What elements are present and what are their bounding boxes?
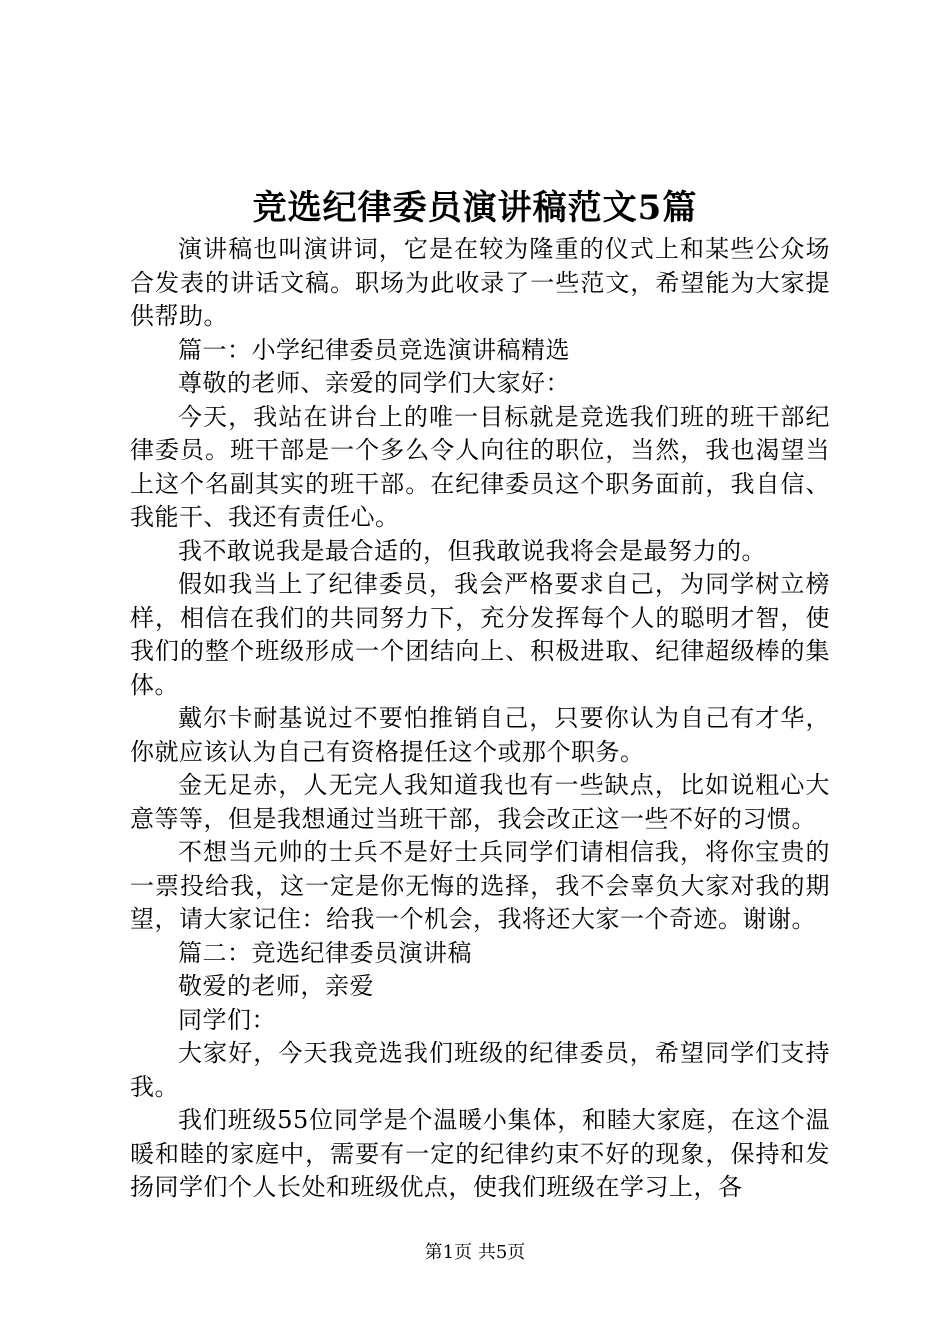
page-footer: 第1页 共5页 [424, 1242, 526, 1263]
paragraph: 尊敬的老师、亲爱的同学们大家好： [178, 369, 570, 397]
paragraph: 同学们： [178, 1005, 276, 1034]
paragraph: 我们班级55位同学是个温暖小集体，和睦大家庭，在这个温暖和睦的家庭中，需要有一定的纪律约束不好的现象，保持和发扬同学们个人长处和班级优点，使我们班级在学习上，各 [130, 1106, 830, 1201]
document-title: 竞选纪律委员演讲稿范文5篇 [252, 188, 698, 228]
document-body [130, 233, 830, 1205]
paragraph: 今天，我站在讲台上的唯一目标就是竞选我们班的班干部纪律委员。班干部是一个多么令人向往的职位，当然，我也渴望当上这个名副其实的班干部。在纪律委员这个职务面前，我自信、我能干、我还有责任心。 [130, 402, 830, 531]
paragraph: 我不敢说我是最合适的，但我敢说我将会是最努力的。 [178, 536, 766, 565]
paragraph: 戴尔卡耐基说过不要怕推销自己，只要你认为自己有才华，你就应该认为自己有资格提任这个或那个职务。 [130, 704, 830, 766]
paragraph: 不想当元帅的士兵不是好士兵同学们请相信我，将你宝贵的一票投给我，这一定是你无悔的选择，我不会辜负大家对我的期望，请大家记住：给我一个机会，我将还大家一个奇迹。谢谢。 [130, 838, 830, 933]
paragraph: 演讲稿也叫演讲词，它是在较为隆重的仪式上和某些公众场合发表的讲话文稿。职场为此收录了一些范文，希望能为大家提供帮助。 [130, 235, 830, 330]
paragraph: 金无足赤，人无完人我知道我也有一些缺点，比如说粗心大意等等，但是我想通过当班干部，我会改正这一些不好的习惯。 [130, 771, 830, 833]
section-heading: 篇一：小学纪律委员竞选演讲稿精选 [178, 335, 570, 364]
section-heading: 篇二：竞选纪律委员演讲稿 [178, 938, 472, 967]
paragraph: 假如我当上了纪律委员，我会严格要求自己，为同学树立榜样，相信在我们的共同努力下，充分发挥每个人的聪明才智，使我们的整个班级形成一个团结向上、积极进取、纪律超级棒的集体。 [130, 570, 830, 699]
paragraph: 大家好，今天我竞选我们班级的纪律委员，希望同学们支持我。 [130, 1039, 830, 1101]
paragraph: 敬爱的老师，亲爱 [178, 972, 374, 1000]
